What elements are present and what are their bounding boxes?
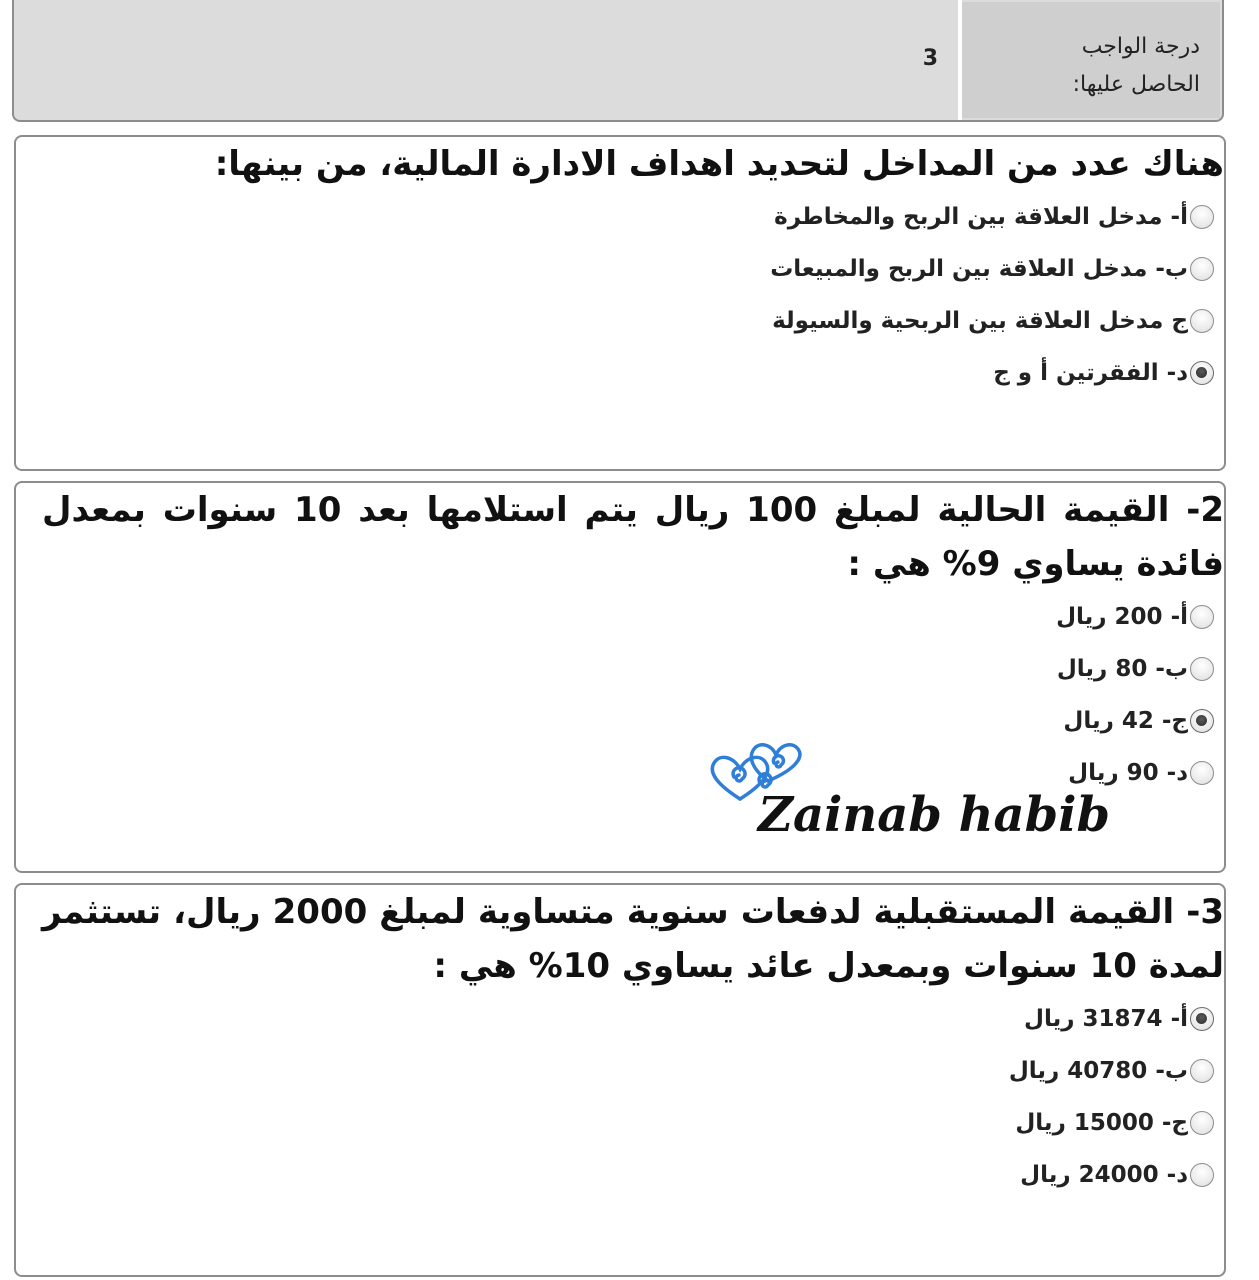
radio-button[interactable] bbox=[1190, 257, 1214, 281]
question-3 bbox=[14, 883, 1226, 1277]
option-label: ب- 80 ريال bbox=[1056, 656, 1188, 682]
radio-button[interactable] bbox=[1190, 309, 1214, 333]
radio-button[interactable] bbox=[1190, 657, 1214, 681]
question-1-option-d[interactable] bbox=[16, 347, 1214, 399]
grade-divider bbox=[958, 0, 962, 122]
question-3-option-a[interactable] bbox=[16, 993, 1214, 1045]
radio-button[interactable] bbox=[1190, 1111, 1214, 1135]
option-label: د- 90 ريال bbox=[1068, 760, 1188, 786]
question-2-option-b[interactable] bbox=[16, 643, 1214, 695]
option-label: أ- مدخل العلاقة بين الربح والمخاطرة bbox=[774, 204, 1188, 230]
question-1-options bbox=[16, 191, 1224, 399]
grade-label-line2: الحاصل عليها: bbox=[1072, 72, 1200, 97]
question-1-option-a[interactable] bbox=[16, 191, 1214, 243]
question-1-option-b[interactable] bbox=[16, 243, 1214, 295]
question-2-options bbox=[16, 591, 1224, 799]
question-2-option-a[interactable] bbox=[16, 591, 1214, 643]
watermark-text: Zainab habib bbox=[758, 787, 1111, 843]
question-1 bbox=[14, 135, 1226, 471]
option-label: د- الفقرتين أ و ج bbox=[993, 360, 1188, 386]
option-label: ب- 40780 ريال bbox=[1008, 1058, 1188, 1084]
option-label: ب- مدخل العلاقة بين الربح والمبيعات bbox=[770, 256, 1188, 282]
radio-button[interactable] bbox=[1190, 1059, 1214, 1083]
grade-panel bbox=[12, 0, 1224, 122]
option-label: ج- 42 ريال bbox=[1063, 708, 1188, 734]
radio-button[interactable] bbox=[1190, 205, 1214, 229]
radio-button[interactable] bbox=[1190, 605, 1214, 629]
option-label: د- 24000 ريال bbox=[1020, 1162, 1188, 1188]
grade-label-line1: درجة الواجب bbox=[1081, 34, 1200, 59]
question-1-option-c[interactable] bbox=[16, 295, 1214, 347]
radio-button[interactable] bbox=[1190, 1163, 1214, 1187]
question-3-option-b[interactable] bbox=[16, 1045, 1214, 1097]
question-2 bbox=[14, 481, 1226, 873]
grade-label bbox=[962, 2, 1220, 118]
question-3-options bbox=[16, 993, 1224, 1201]
radio-button[interactable] bbox=[1190, 1007, 1214, 1031]
grade-value: 3 bbox=[922, 46, 938, 71]
question-2-title: 2- القيمة الحالية لمبلغ 100 ريال يتم استلامها بعد 10 سنوات بمعدل فائدة يساوي 9% هي : bbox=[42, 490, 1224, 584]
question-3-option-d[interactable] bbox=[16, 1149, 1214, 1201]
radio-button[interactable] bbox=[1190, 709, 1214, 733]
radio-button[interactable] bbox=[1190, 761, 1214, 785]
radio-button[interactable] bbox=[1190, 361, 1214, 385]
question-3-title: 3- القيمة المستقبلية لدفعات سنوية متساوية لمبلغ 2000 ريال، تستثمر لمدة 10 سنوات وبمعدل عائد يساوي 10% هي : bbox=[42, 892, 1224, 986]
option-label: أ- 200 ريال bbox=[1056, 604, 1188, 630]
option-label: أ- 31874 ريال bbox=[1024, 1006, 1188, 1032]
option-label: ج مدخل العلاقة بين الربحية والسيولة bbox=[772, 308, 1188, 334]
question-1-title: هناك عدد من المداخل لتحديد اهداف الادارة المالية، من بينها: bbox=[214, 144, 1224, 184]
question-2-option-d[interactable] bbox=[16, 747, 1214, 799]
question-2-option-c[interactable] bbox=[16, 695, 1214, 747]
question-3-option-c[interactable] bbox=[16, 1097, 1214, 1149]
option-label: ج- 15000 ريال bbox=[1015, 1110, 1188, 1136]
